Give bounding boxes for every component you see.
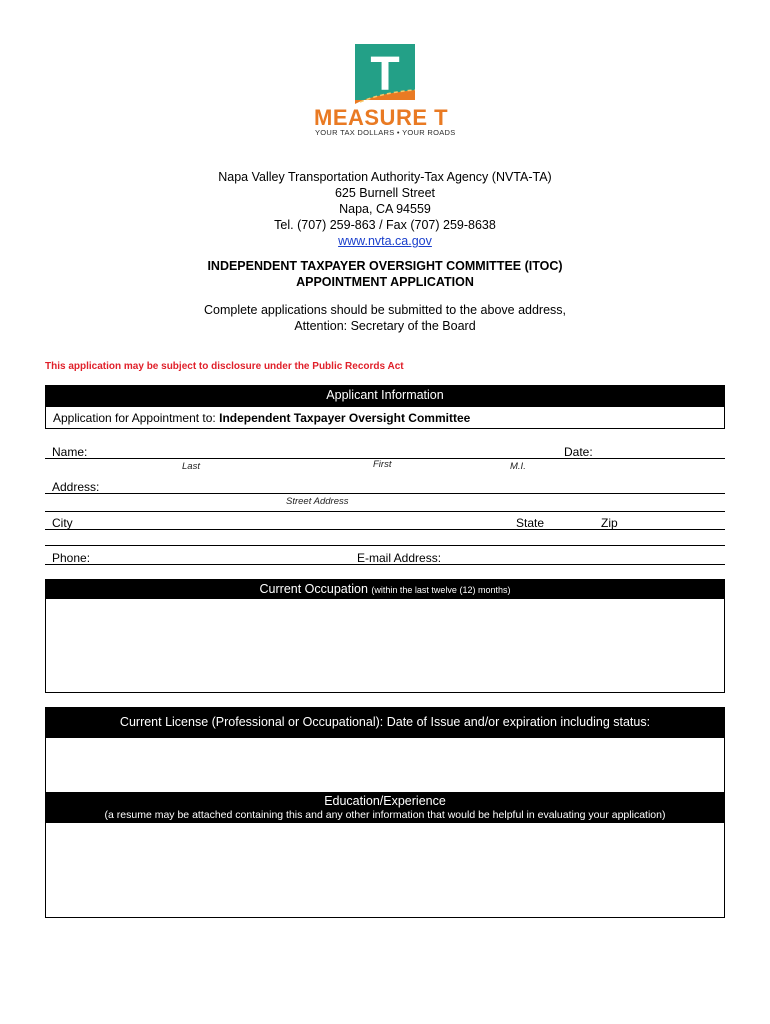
instructions-line1: Complete applications should be submitted to the above address, bbox=[203, 303, 567, 317]
occupation-textarea[interactable] bbox=[45, 598, 725, 693]
name-label: Name: bbox=[52, 445, 88, 459]
agency-address-block bbox=[0, 169, 770, 249]
form-title-line1: INDEPENDENT TAXPAYER OVERSIGHT COMMITTEE (ITOC) bbox=[207, 259, 563, 273]
logo-wordmark: MEASURE T bbox=[314, 105, 449, 130]
form-title-line2: APPOINTMENT APPLICATION bbox=[296, 275, 474, 289]
street-address-sublabel: Street Address bbox=[286, 496, 349, 507]
agency-phone-fax: Tel. (707) 259-863 / Fax (707) 259-8638 bbox=[274, 218, 496, 232]
education-title: Education/Experience bbox=[324, 794, 446, 808]
occupation-note: (within the last twelve (12) months) bbox=[371, 585, 511, 595]
education-note: (a resume may be attached containing this and any other information that would be helpful in evaluating your application) bbox=[104, 809, 666, 821]
license-header: Current License (Professional or Occupational): Date of Issue and/or expiration including status: bbox=[45, 707, 725, 738]
last-name-sublabel: Last bbox=[182, 461, 200, 472]
address-line[interactable] bbox=[45, 493, 725, 494]
education-textarea[interactable] bbox=[45, 822, 725, 918]
phone-email-line[interactable] bbox=[45, 564, 725, 565]
public-records-disclosure: This application may be subject to disclosure under the Public Records Act bbox=[45, 361, 404, 372]
email-label: E-mail Address: bbox=[357, 551, 442, 565]
appointment-value: Independent Taxpayer Oversight Committee bbox=[219, 411, 471, 425]
logo-letter: T bbox=[370, 48, 400, 101]
state-label: State bbox=[516, 516, 545, 530]
agency-name: Napa Valley Transportation Authority-Tax Agency (NVTA-TA) bbox=[218, 170, 552, 184]
form-title bbox=[0, 258, 770, 290]
agency-street: 625 Burnell Street bbox=[334, 186, 436, 200]
middle-initial-sublabel: M.I. bbox=[510, 461, 526, 472]
city-label: City bbox=[52, 516, 73, 530]
agency-website-link[interactable]: www.nvta.ca.gov bbox=[338, 234, 432, 248]
license-textarea[interactable] bbox=[45, 737, 725, 793]
agency-city: Napa, CA 94559 bbox=[339, 202, 431, 216]
appointment-field[interactable] bbox=[45, 406, 725, 429]
phone-label: Phone: bbox=[52, 551, 91, 565]
occupation-title: Current Occupation bbox=[259, 582, 368, 596]
first-name-sublabel: First bbox=[373, 459, 392, 470]
submission-instructions bbox=[0, 302, 770, 334]
occupation-header bbox=[45, 579, 725, 599]
applicant-info-header: Applicant Information bbox=[45, 385, 725, 406]
appointment-label: Application for Appointment to: bbox=[53, 411, 216, 425]
education-header bbox=[45, 793, 725, 823]
city-state-zip-line[interactable] bbox=[45, 529, 725, 530]
address-label: Address: bbox=[52, 480, 100, 494]
date-label: Date: bbox=[564, 445, 593, 459]
phone-top-line bbox=[45, 545, 725, 546]
instructions-line2: Attention: Secretary of the Board bbox=[294, 319, 476, 333]
logo-tagline: YOUR TAX DOLLARS • YOUR ROADS bbox=[315, 128, 456, 137]
city-top-line bbox=[45, 511, 725, 512]
zip-label: Zip bbox=[601, 516, 618, 530]
